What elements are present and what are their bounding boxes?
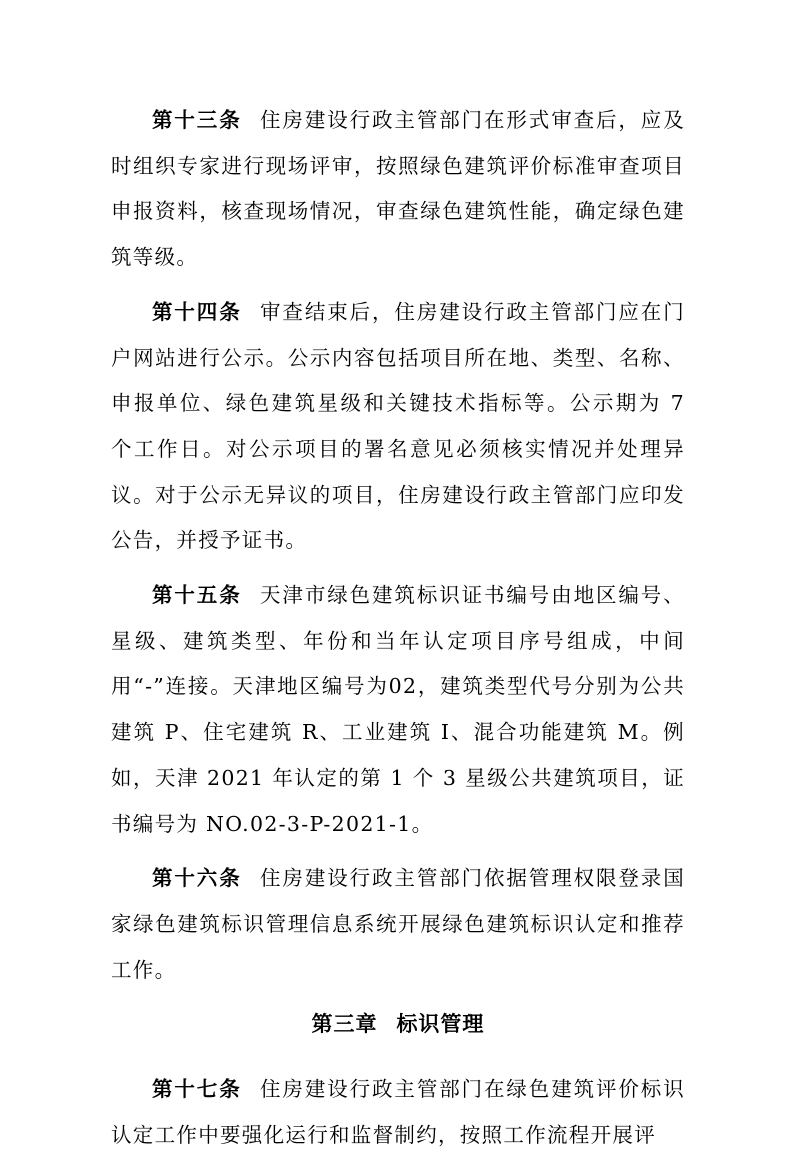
chapter-heading [111, 1002, 685, 1047]
chapter-number: 第三章 [311, 1012, 378, 1037]
article-number: 第十三条 [152, 108, 242, 132]
article-text: 住房建设行政主管部门依据管理权限登录国家绿色建筑标识管理信息系统开展绿色建筑标识认定和推荐工作。 [111, 866, 685, 982]
article-17 [111, 1067, 685, 1158]
document-page [111, 98, 685, 1168]
article-number: 第十五条 [152, 583, 242, 608]
article-number: 第十七条 [152, 1077, 242, 1102]
article-text: 住房建设行政主管部门在绿色建筑评价标识认定工作中要强化运行和监督制约，按照工作流程开展评 [111, 1077, 685, 1148]
chapter-title: 标识管理 [396, 1012, 485, 1037]
article-text: 审查结束后，住房建设行政主管部门应在门户网站进行公示。公示内容包括项目所在地、类型、名称、申报单位、绿色建筑星级和关键技术指标等。公示期为 7 个工作日。对公示项目的署名意见必须核实情况并处理异议。对于公示无异议的项目，住房建设行政主管部门应印发公告，并授予证书。 [111, 299, 685, 553]
article-number: 第十六条 [152, 866, 242, 891]
article-13 [111, 98, 685, 281]
article-text: 天津市绿色建筑标识证书编号由地区编号、星级、建筑类型、年份和当年认定项目序号组成，中间用“-”连接。天津地区编号为02，建筑类型代号分别为公共建筑 P、住宅建筑 R、工业建筑 I、混合功能建筑 M。例如，天津 2021 年认定的第 1 个 3 星级公共建筑项目，证书编号为 NO.02-3-P-2021-1。 [111, 583, 685, 836]
article-number: 第十四条 [152, 299, 242, 324]
article-15 [111, 573, 685, 847]
article-16 [111, 856, 685, 993]
article-text: 住房建设行政主管部门在形式审查后，应及时组织专家进行现场评审，按照绿色建筑评价标准审查项目申报资料，核查现场情况，审查绿色建筑性能，确定绿色建筑等级。 [111, 108, 685, 270]
article-14 [111, 290, 685, 564]
